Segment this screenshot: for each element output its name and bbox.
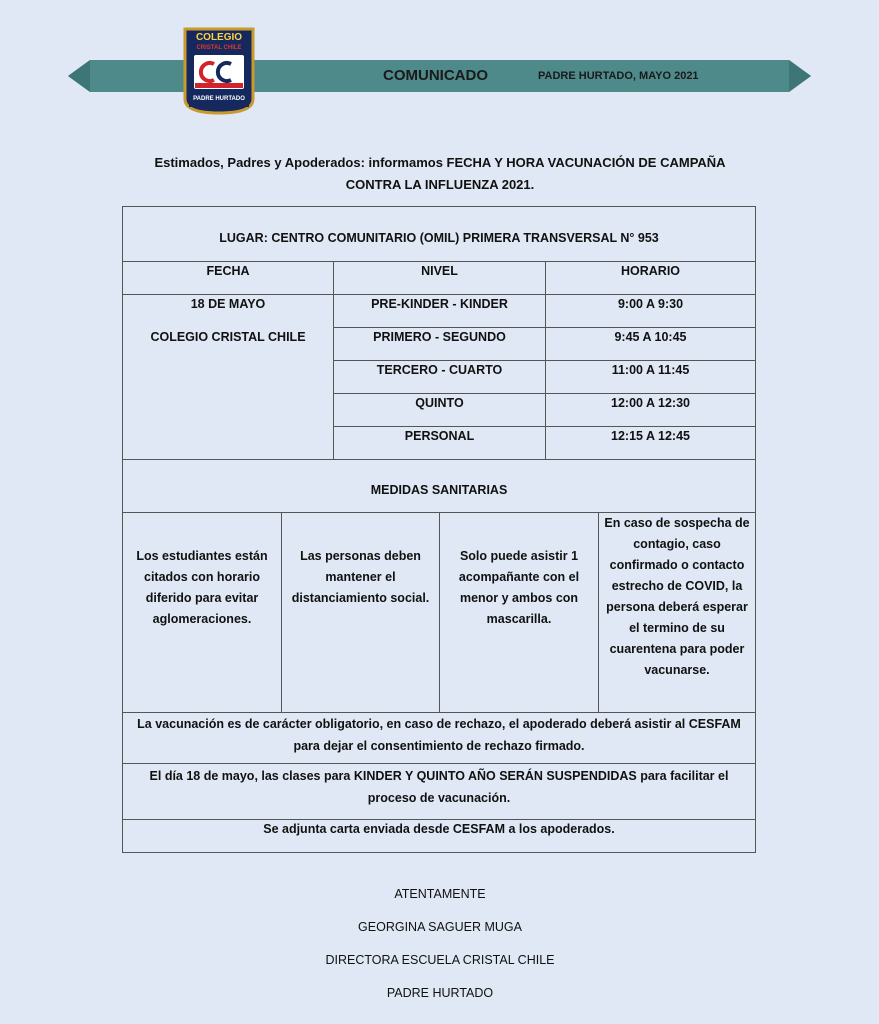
measures-title: MEDIDAS SANITARIAS [370, 483, 508, 497]
school-cell: COLEGIO CRISTAL CHILE [150, 330, 306, 344]
divider [123, 459, 755, 460]
divider [598, 512, 599, 712]
logo-line-1: COLEGIO [195, 32, 243, 43]
nivel-cell: PRIMERO - SEGUNDO [373, 330, 506, 344]
nivel-cell: QUINTO [415, 396, 464, 410]
note-obligatory: La vacunación es de carácter obligatorio, en caso de rechazo, el apoderado deberá asistir al CESFAM para dejar el consentimiento de rechazo firmado. [137, 717, 741, 753]
school-logo [183, 27, 255, 115]
divider [123, 261, 755, 262]
signer-name: GEORGINA SAGUER MUGA [358, 920, 522, 934]
nivel-cell: PRE-KINDER - KINDER [371, 297, 508, 311]
horario-cell: 9:45 A 10:45 [614, 330, 687, 344]
logo-line-2: CRISTAL CHILE [196, 45, 242, 51]
nivel-cell: TERCERO - CUARTO [376, 363, 503, 377]
divider [334, 426, 755, 427]
logo-line-3: PADRE HURTADO [193, 96, 245, 102]
date-cell: 18 DE MAYO [190, 297, 266, 311]
measure-text: Las personas deben mantener el distanciamiento social. [291, 549, 430, 605]
measure-text: Solo puede asistir 1 acompañante con el menor y ambos con mascarilla. [458, 549, 580, 626]
header-banner [68, 60, 811, 92]
divider [334, 360, 755, 361]
location-cell: LUGAR: CENTRO COMUNITARIO (OMIL) PRIMERA TRANSVERSAL N° 953 [219, 231, 659, 245]
header-horario: HORARIO [620, 264, 681, 278]
header-nivel: NIVEL [421, 264, 458, 278]
document-title: COMUNICADO [383, 67, 488, 84]
divider [123, 294, 755, 295]
note-attachment: Se adjunta carta enviada desde CESFAM a los apoderados. [263, 822, 615, 836]
divider [334, 327, 755, 328]
horario-cell: 9:00 A 9:30 [617, 297, 684, 311]
nivel-cell: PERSONAL [404, 429, 475, 443]
divider [334, 393, 755, 394]
horario-cell: 11:00 A 11:45 [611, 363, 690, 377]
closing-text: ATENTAMENTE [394, 887, 486, 901]
divider [281, 512, 282, 712]
intro-line-1: Estimados, Padres y Apoderados: informamos FECHA Y HORA VACUNACIÓN DE CAMPAÑA [154, 155, 726, 170]
divider [123, 819, 755, 820]
signer-city: PADRE HURTADO [386, 986, 494, 1000]
vaccination-table [122, 206, 756, 853]
note-suspension: El día 18 de mayo, las clases para KINDER Y QUINTO AÑO SERÁN SUSPENDIDAS para facilitar el proceso de vacunación. [149, 769, 729, 805]
intro-line-2: CONTRA LA INFLUENZA 2021. [345, 177, 535, 192]
header-fecha: FECHA [206, 264, 250, 278]
divider [123, 763, 755, 764]
signer-role: DIRECTORA ESCUELA CRISTAL CHILE [325, 953, 555, 967]
horario-cell: 12:00 A 12:30 [611, 396, 690, 410]
location-date: PADRE HURTADO, MAYO 2021 [538, 70, 699, 82]
measure-text: En caso de sospecha de contagio, caso confirmado o contacto estrecho de COVID, la persona deberá esperar el termino de su cuarentena para poder vacunarse. [604, 516, 750, 677]
divider [439, 512, 440, 712]
measure-text: Los estudiantes están citados con horario diferido para evitar aglomeraciones. [136, 549, 268, 626]
horario-cell: 12:15 A 12:45 [611, 429, 690, 443]
intro-text [120, 152, 760, 196]
